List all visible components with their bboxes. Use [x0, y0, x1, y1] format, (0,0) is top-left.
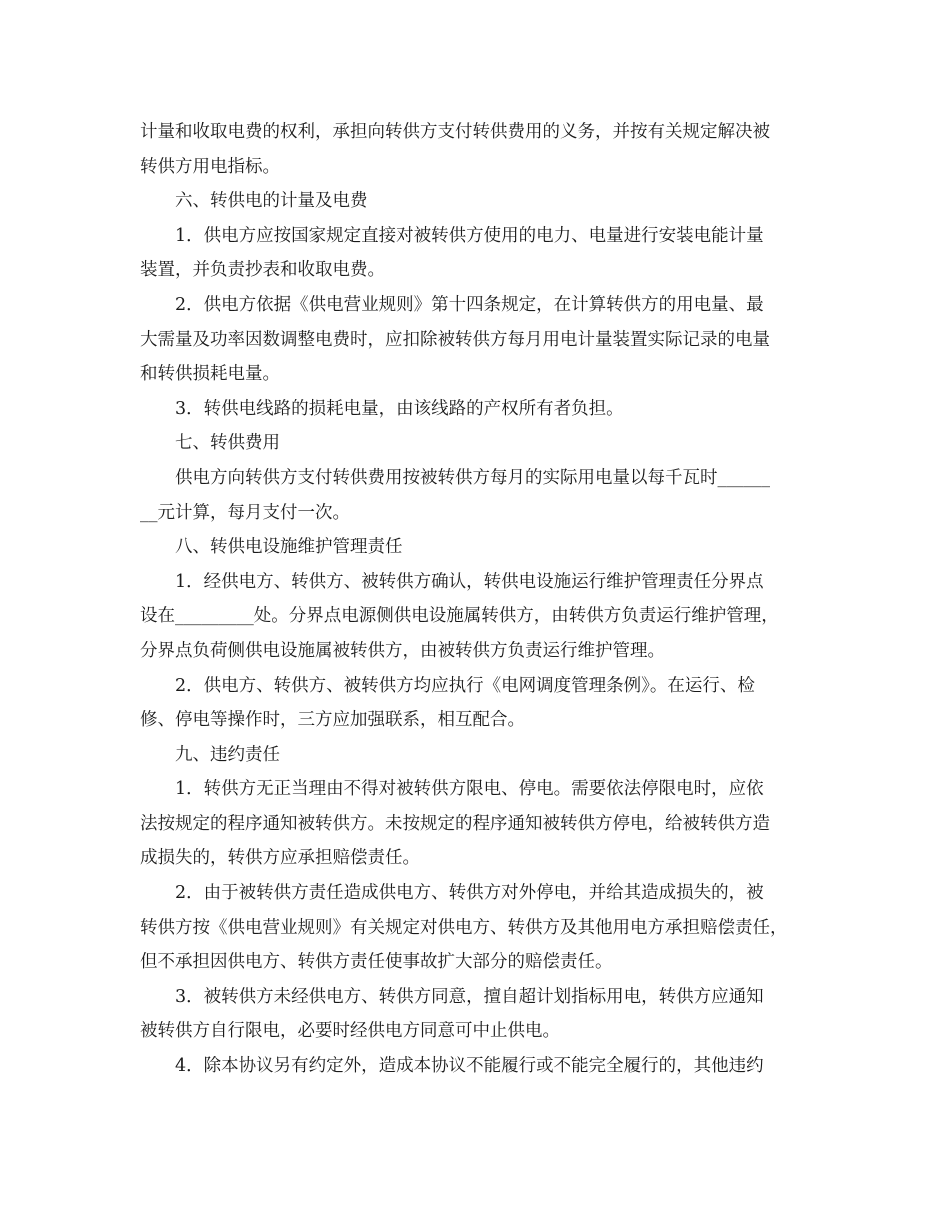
paragraph-line: 2．由于被转供方责任造成供电方、转供方对外停电，并给其造成损失的，被 — [175, 883, 764, 904]
paragraph-line: 大需量及功率因数调整电费时，应扣除被转供方每月用电计量装置实际记录的电量 — [140, 329, 770, 350]
document-body — [140, 115, 820, 1084]
paragraph-line: 分界点负荷侧供电设施属被转供方，由被转供方负责运行维护管理。 — [140, 640, 665, 661]
paragraph-line: 设在_________处。分界点电源侧供电设施属转供方，由转供方负责运行维护管理， — [140, 606, 779, 627]
paragraph-line: 3．转供电线路的损耗电量，由该线路的产权所有者负担。 — [175, 398, 624, 419]
paragraph-line: 被转供方自行限电，必要时经供电方同意可中止供电。 — [140, 1021, 560, 1042]
paragraph-line: 和转供损耗电量。 — [140, 364, 280, 385]
paragraph-line: 1．供电方应按国家规定直接对被转供方使用的电力、电量进行安装电能计量 — [175, 225, 764, 246]
section-heading: 六、转供电的计量及电费 — [175, 191, 368, 212]
paragraph-line: 但不承担因供电方、转供方责任使事故扩大部分的赔偿责任。 — [140, 952, 613, 973]
paragraph-line: 2．供电方依据《供电营业规则》第十四条规定，在计算转供方的用电量、最 — [175, 294, 764, 315]
paragraph-line: 计量和收取电费的权利，承担向转供方支付转供费用的义务，并按有关规定解决被 — [140, 122, 770, 142]
paragraph-line: 成损失的，转供方应承担赔偿责任。 — [140, 848, 420, 869]
section-heading: 八、转供电设施维护管理责任 — [175, 537, 403, 558]
section-heading: 七、转供费用 — [175, 433, 280, 454]
paragraph-line: 1．经供电方、转供方、被转供方确认，转供电设施运行维护管理责任分界点 — [175, 571, 764, 592]
paragraph-line: __元计算，每月支付一次。 — [140, 502, 350, 523]
paragraph-line: 4．除本协议另有约定外，造成本协议不能履行或不能完全履行的，其他违约 — [175, 1056, 764, 1077]
paragraph-line: 法按规定的程序通知被转供方。未按规定的程序通知被转供方停电，给被转供方造 — [140, 813, 770, 834]
paragraph-line: 1．转供方无正当理由不得对被转供方限电、停电。需要依法停限电时，应依 — [175, 779, 764, 800]
paragraph-line: 转供方按《供电营业规则》有关规定对供电方、转供方及其他用电方承担赔偿责任， — [140, 917, 788, 938]
paragraph-line: 转供方用电指标。 — [140, 156, 280, 177]
paragraph-line: 装置，并负责抄表和收取电费。 — [140, 260, 385, 281]
paragraph-line: 3．被转供方未经供电方、转供方同意，擅自超计划指标用电，转供方应通知 — [175, 986, 764, 1007]
section-heading: 九、违约责任 — [175, 744, 280, 765]
paragraph-line: 供电方向转供方支付转供费用按被转供方每月的实际用电量以每千瓦时______ — [175, 467, 770, 488]
paragraph-line: 2．供电方、转供方、被转供方均应执行《电网调度管理条例》。在运行、检 — [175, 675, 755, 696]
paragraph-line: 修、停电等操作时，三方应加强联系，相互配合。 — [140, 710, 525, 731]
